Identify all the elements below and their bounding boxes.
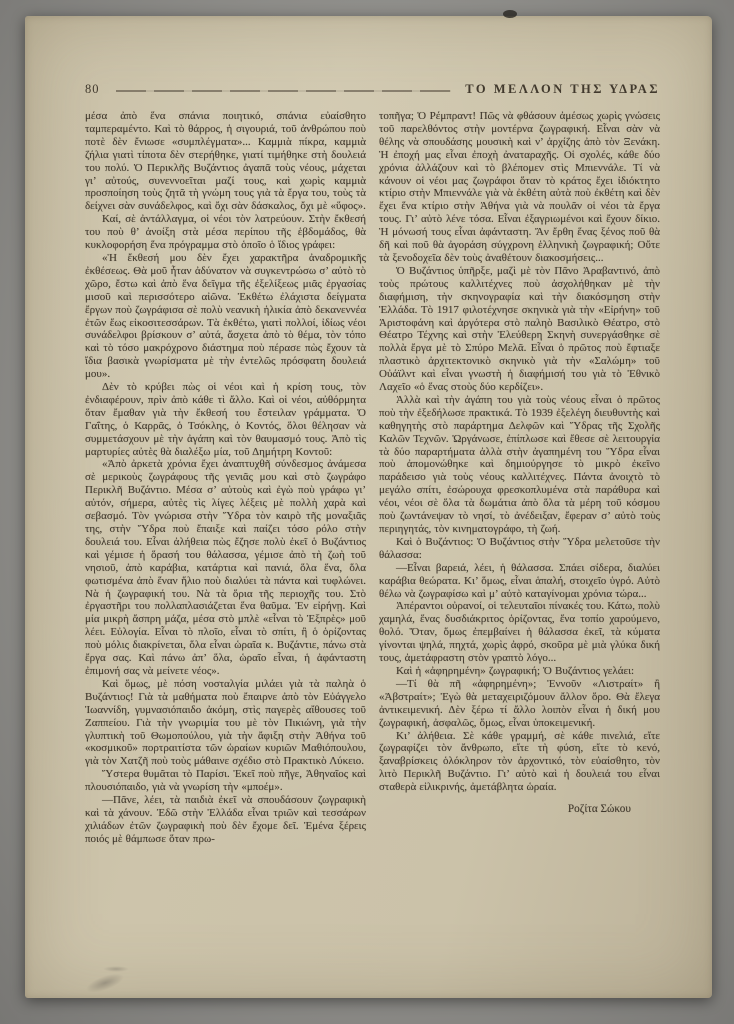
paragraph: τοπῆγα; Ὁ Ρέμπραντ! Πῶς νὰ φθάσουν ἀμέσως χωρὶς γνώσεις τοῦ παρελθόντος στὴν μοντέρνα ζωγραφική. Εἶναι σὰν νὰ θέλης νὰ σπουδάσης μουσικὴ καὶ ν’ ἀρχίζης ἀπὸ τὸν Ξενάκη. Ἡ ἐποχή μας εἶναι ἐποχὴ ἀναταραχῆς. Οἱ σχολές, κάθε δύο χρόνια ἀλλάζουν καὶ τὸ βλέπομεν στὶς Μπιεννάλε. Τί νὰ κάνουν οἱ νέοι μας ζωγράφοι ὅταν τὸ κράτος ἔχει ἰδιόκτητο κτίριο στὴν Μπιεννάλε γιὰ νὰ ἐκθέτη αὐτὰ ποὺ ἐκθέτη καὶ δὲν ἔχει ἕνα κτίριο στὴν Ἀθήνα γιὰ νὰ πουλᾶν οἱ νέοι τὰ ἔργα τους. Γι’ αὐτὸ λένε τόσα. Εἶναι ἐξαγριωμένοι καὶ ἔχουν δίκιο. Ἡ μόνωσή τους εἶναι ἀφάνταστη. Ἄν ἔρθη ἕνας ξένος ποῦ θὰ δῆ καὶ ποῦ θὰ ἀγοράση σύγχρονη ἑλληνικὴ ζωγραφική; Οὔτε τὰ ξενοδοχεῖα δὲν τοὺς ἀναθέτουν διακοσμήσεις...	[379, 110, 660, 264]
paragraph: Καὶ ὅμως, μὲ πόση νοσταλγία μιλάει γιὰ τὰ παληὰ ὁ Βυζάντιος! Γιὰ τὰ μαθήματα ποὺ ἔπαιρνε ἀπὸ τὸν Εὐάγγελο Ἰωαννίδη, γυμνασιόπαιδο ἀκόμη, στὶς παγερὲς αἴθουσες τοῦ Ζαππείου. Γιὰ τὴν γνωριμία του μὲ τὸν Πικιώνη, γιὰ τὴν γλυπτικὴ τοῦ Θωμοπούλου, γιὰ τὴν ἄφιξη στὴν Ἀθήνα τοῦ «κοσμικοῦ» πορτραιτίστα τῶν ὡραίων κυριῶν Μαθιόπουλου, γιὰ τὸν Χατζῆ ποὺ τοὺς μάθαινε σχέδιο στὸ Πρακτικὸ Λύκειο.	[85, 677, 366, 768]
article-body	[85, 110, 660, 968]
paragraph: μέσα ἀπὸ ἕνα σπάνια ποιητικό, σπάνια εὐαίσθητο ταμπεραμέντο. Καὶ τὸ θάρρος, ἡ σιγουριά, τοῦ ἀνθρώπου ποὺ ποτὲ δὲν ἔνιωσε «συμπλέγματα»... Καμμιὰ πίκρα, καμμιὰ ζήλια γιατὶ τίποτα δὲν στερήθηκε, γιατί τιμήθηκε στὴ δουλειά του πολύ. Ὁ Περικλῆς Βυζάντιος ἀγαπᾶ τοὺς νέους, μάχεται γι’ αὐτούς, συνεννοεῖται μαζί τους, καὶ χωρὶς καμμιὰ προσποίηση τοὺς ζητᾶ τὴ γνώμη τους γιὰ τὰ ἔργα του, τοὺς τὰ δείχνει σὰν συνάδελφος, καὶ ὄχι σὰν δάσκαλος, ὄχι μὲ «ὕφος».	[85, 110, 366, 213]
paragraph: Ὕστερα θυμᾶται τὸ Παρίσι. Ἐκεῖ ποὺ πῆγε, Ἀθηναῖος καὶ πλουσιόπαιδο, γιὰ νὰ γνωρίση τὴν «μποέμ».	[85, 768, 366, 794]
paragraph: —Τί θὰ πῆ «ἀφηρημένη»; Ἐννοῦν «Λιστραίτ» ἢ «Ἀβστραίτ»; Ἐγὼ θὰ μεταχειριζόμουν ἄλλον ὅρο. Θὰ ἔλεγα ἀντικειμενική. Δὲν ξέρω τί ἄλλο λοιπὸν εἶναι ἡ δική μου ζωγραφική, ἀσφαλῶς, ὅμως, εἶναι ὑποκειμενική.	[379, 677, 660, 729]
magazine-page	[25, 16, 712, 998]
paragraph: «Ἀπὸ ἀρκετὰ χρόνια ἔχει ἀναπτυχθῆ σύνδεσμος ἀνάμεσα σὲ μερικοὺς ζωγράφους τῆς γενιᾶς μου καὶ στὸ ζωγράφο Περικλῆ Βυζάντιο. Μέσα σ’ αὐτοὺς καὶ ἐγὼ ποὺ γράφω γι’ αὐτόν, σήμερα, αὐτὲς τὶς λίγες λέξεις μὲ πολλὴ χαρὰ καὶ σεβασμό. Τὸν γνώρισα στὴν Ὕδρα τὸν καιρὸ τῆς μοναξιᾶς της, στὴν Ὕδρα ποὺ ἔπαιξε καὶ παίζει τόσο ρόλο στὴν δουλειά του. Εἶναι ἀλήθεια πὼς ἔζησε πολὺ ἐκεῖ ὁ Βυζάντιος καὶ γέμισε ἡ ὅρασή του θάλασσα, γέμισε ἀπὸ τὴ ζωὴ τοῦ νησιοῦ, ἀπὸ καράβια, κατάρτια καὶ πανιά, ὅλα ἕνα, ὅλα φωτισμένα ἀπὸ ἕναν ἥλιο ποὺ διαλύει τὰ πάντα καὶ τυφλώνει. Νὰ ἡ ζωγραφική του. Νὰ τὰ ὅρια τῆς περιοχῆς του. Στὸ ἐργαστῆρι του πολλαπλασιάζεται ἕνα θαῦμα. Ἐν εἰρήνῃ. Καὶ μία μικρὴ ἄσπρη μάζα, μέσα στὸ μπλὲ «εἶναι τὸ Ἐξπρὲς» μοῦ λέει. Εὐλογία. Εἶναι τὸ πλοῖο, εἶναι τὸ σπίτι, ἢ ὁ ὁρίζοντας ποὺ μόλις διακρίνεται, ὅλα εἶναι ὡραῖα κ. Βυζάντιε, πάνω στὰ ἔργα σας. Καὶ πάνω ἀπ’ ὅλα, ὡραῖο εἶναι, ἡ ἀφάνταστη ἐπιμονή σας νὰ μείνετε νέος».	[85, 458, 366, 677]
paragraph: Ἀλλὰ καὶ τὴν ἀγάπη του γιὰ τοὺς νέους εἶναι ὁ πρῶτος ποὺ τὴν ἐξεδήλωσε πρακτικά. Τὸ 1939 ἐξελέγη διευθυντὴς καὶ καθηγητὴς στὸ παράρτημα Δελφῶν καὶ Ὕδρας τῆς Σχολῆς Καλῶν Τεχνῶν. Ὠργάνωσε, ἐπίπλωσε καὶ ἔθεσε σὲ λειτουργία τὰ δύο παραρτήματα ἀλλὰ στὴν ἀγαπημένη του Ὕδρα εἶναι ποὺ ἀπομονώθηκε καὶ δημιούργησε τὸ μικρὸ ἐκεῖνο παράδεισο γιὰ τοὺς νέους καλλιτέχνες. Πάντα ἀνοιχτὸ τὸ μεγάλο σπίτι, ἐσώρουχα φρεσκοπλυμένα στὰ παράθυρα καὶ νέοι, νέοι σὲ ὅλα τὰ δωμάτια ἀπὸ ὅλα τὰ μέρη τοῦ κόσμου ποὺ ζωντάνεψαν τὸ νησί, τὸ ἀνέδειξαν, ἔφεραν σ’ αὐτὸ τοὺς περιηγητάς, τὸν κινηματογράφο, τὴ ζωή.	[379, 393, 660, 535]
paragraph: Ἀπέραντοι οὐρανοί, οἱ τελευταῖοι πίνακές του. Κάτω, πολὺ χαμηλά, ἕνας δυσδιάκριτος ὁρίζοντας, ἕνα τοπίο χαρούμενο, θολό. Ὅταν, ὅμως ἐπεμβαίνει ἡ θάλασσα ἐκεῖ, τὰ κύματα γίνονται ψηλά, πηχτά, χωρὶς ἀφρό, σκοῦρα μὲ μιὰ γλύκα δική τους, ἀμετάφραστη στὸν γραπτὸ λόγο...	[379, 600, 660, 665]
page-header	[85, 82, 660, 97]
paragraph: «Ἡ ἔκθεσή μου δὲν ἔχει χαρακτῆρα ἀναδρομικῆς ἐκθέσεως. Θὰ μοῦ ἦταν ἀδύνατον νὰ συγκεντρώσω σ’ αὐτὸ τὸ χῶρο, ἔστω καὶ ἀπὸ ἕνα δεῖγμα τῆς ἐξελίξεως μιᾶς ἐργασίας μισοῦ καὶ περισσότερο αἰῶνα. Ἐκθέτω ἐλάχιστα δείγματα ἔργων ποὺ ζωγράφισα σὲ πολὺ νεανικὴ ἡλικία ἀπὸ δεκανεννέα ἐτῶν ἕως εἰκοσιτεσσάρων. Τὰ ἐκθέτω, γιατὶ πολλοί, ἰδίως νέοι συνάδελφοι βρίσκουν σ’ αὐτά, ἄσχετα ἀπὸ τὸ θέμα, τὸν τόπο καὶ τὸ τόσο μακρόχρονο διάστημα ποὺ πέρασε πὼς ἔχουν τὰ ἴδια βασικὰ γνωρίσματα μὲ τὴν ἐντελῶς πρόσφατη δουλειά μου».	[85, 251, 366, 381]
paragraph: —Πᾶνε, λέει, τὰ παιδιὰ ἐκεῖ νὰ σπουδάσουν ζωγραφικὴ καὶ τὰ χάνουν. Ἐδῶ στὴν Ἑλλάδα εἶναι τριῶν καὶ τεσσάρων χιλιάδων ἐτῶν ζωγραφικὴ ποὺ δὲν ἔχομε δεῖ. Ἐμένα ξέρεις ποιός μὲ θάμπωσε ὅταν πρω-	[85, 794, 366, 845]
pencil-smudge	[103, 966, 129, 972]
pencil-smudge	[84, 970, 126, 997]
paragraph: Δὲν τὸ κρύβει πὼς οἱ νέοι καὶ ἡ κρίση τους, τὸν ἐνδιαφέρουν, πρὶν ἀπὸ κάθε τὶ ἄλλο. Καὶ οἱ νέοι, αὐθόρμητα ὅταν ἔμαθαν γιὰ τὴν ἔκθεσή του ἔστειλαν γράμματα. Ὁ Γαΐτης, ὁ Καρρᾶς, ὁ Τσόκλης, ὁ Κοντός, ὅλοι θέλησαν νὰ συμμετάσχουν μὲ τὴν ἀγάπη καὶ τὸν θαυμασμό τους. Ἀπὸ τὶς μαρτυρίες αὐτὲς θὰ διαλέξω μία, τοῦ Δημήτρη Κοντοῦ:	[85, 381, 366, 458]
left-column	[85, 110, 366, 968]
journal-title: ΤΟ ΜΕΛΛΟΝ ΤΗΣ ΥΔΡΑΣ	[465, 82, 660, 96]
paragraph: Καί, σὲ ἀντάλλαγμα, οἱ νέοι τὸν λατρεύουν. Στὴν ἔκθεσή του ποὺ θ’ ἀνοίξη στὰ μέσα περίπου τῆς ἑβδομάδος, θὰ κυκλοφορήση ἕνα πρόγραμμα στὸ ὁποῖο ὁ ἴδιος γράφει:	[85, 213, 366, 252]
right-column	[379, 110, 660, 968]
header-rule	[116, 90, 452, 92]
paragraph: Καὶ ὁ Βυζάντιος: Ὁ Βυζάντιος στὴν Ὕδρα μελετοῦσε τὴν θάλασσα:	[379, 535, 660, 561]
right-column-text	[379, 110, 660, 794]
author-byline: Ροζίτα Σώκου	[567, 803, 631, 816]
paragraph: —Εἶναι βαρειά, λέει, ἡ θάλασσα. Σπάει σίδερα, διαλύει καράβια θεώρατα. Κι’ ὅμως, εἶναι ἁπαλή, στοιχεῖο ὑγρό. Αὐτὸ θέλω νὰ ζωγραφίσω καὶ μ’ αὐτὸ καταγίνομαι χρόνια τώρα...	[379, 561, 660, 600]
scan-speck	[503, 10, 517, 18]
paragraph: Ὁ Βυζάντιος ὑπῆρξε, μαζὶ μὲ τὸν Πᾶνο Ἀραβαντινό, ἀπὸ τοὺς πρώτους καλλιτέχνες ποὺ ἀσχολήθηκαν μὲ τὴν διαφήμιση, τὴν σκηνογραφία καὶ τὴν διακόσμηση στὴν Ἑλλάδα. Τὸ 1917 φιλοτέχνησε σκηνικὰ γιὰ τὴν «Εἰρήνη» τοῦ Ἀριστοφάνη καὶ ἀργότερα στὸ παληὸ Βασιλικὸ Θέατρο, στὸ Θέατρο Τέχνης καὶ στὴν Ἐλεύθερη Σκηνὴ συνεργάσθηκε σὲ πολλὰ ἔργα μὲ τὸ Σπύρο Μελᾶ. Εἶναι ὁ πρῶτος ποὺ ἔφτιαξε πλαστικὸ ἀρχιτεκτονικὸ σκηνικὸ γιὰ τὴν «Σαλώμη» τοῦ Οὐάϊλντ καὶ εἶναι γνωστὴ ἡ διαφήμισή του γιὰ τὸ Ἐθνικὸ Λαχεῖο «ὁ ἕνας στοὺς δύο κερδίζει».	[379, 264, 660, 394]
paragraph: Καὶ ἡ «ἀφηρημένη» ζωγραφική; Ὁ Βυζάντιος γελάει:	[396, 664, 635, 677]
paragraph: Κι’ ἀλήθεια. Σὲ κάθε γραμμή, σὲ κάθε πινελιά, εἴτε ζωγραφίζει τὸν ἄνθρωπο, εἴτε τὴ φύση, εἴτε τὸ κενό, ξαναβρίσκεις ὁλόκληρον τὸν ἀρχοντικό, τὸν εὐαίσθητο, τὸν λιτὸ Περικλῆ Βυζάντιο. Γι’ αὐτὸ καὶ ἡ δουλειά του εἶναι σταθερὰ εἰλικρινής, ἀμετάβλητα ὡραία.	[379, 729, 660, 794]
page-number: 80	[85, 82, 100, 96]
